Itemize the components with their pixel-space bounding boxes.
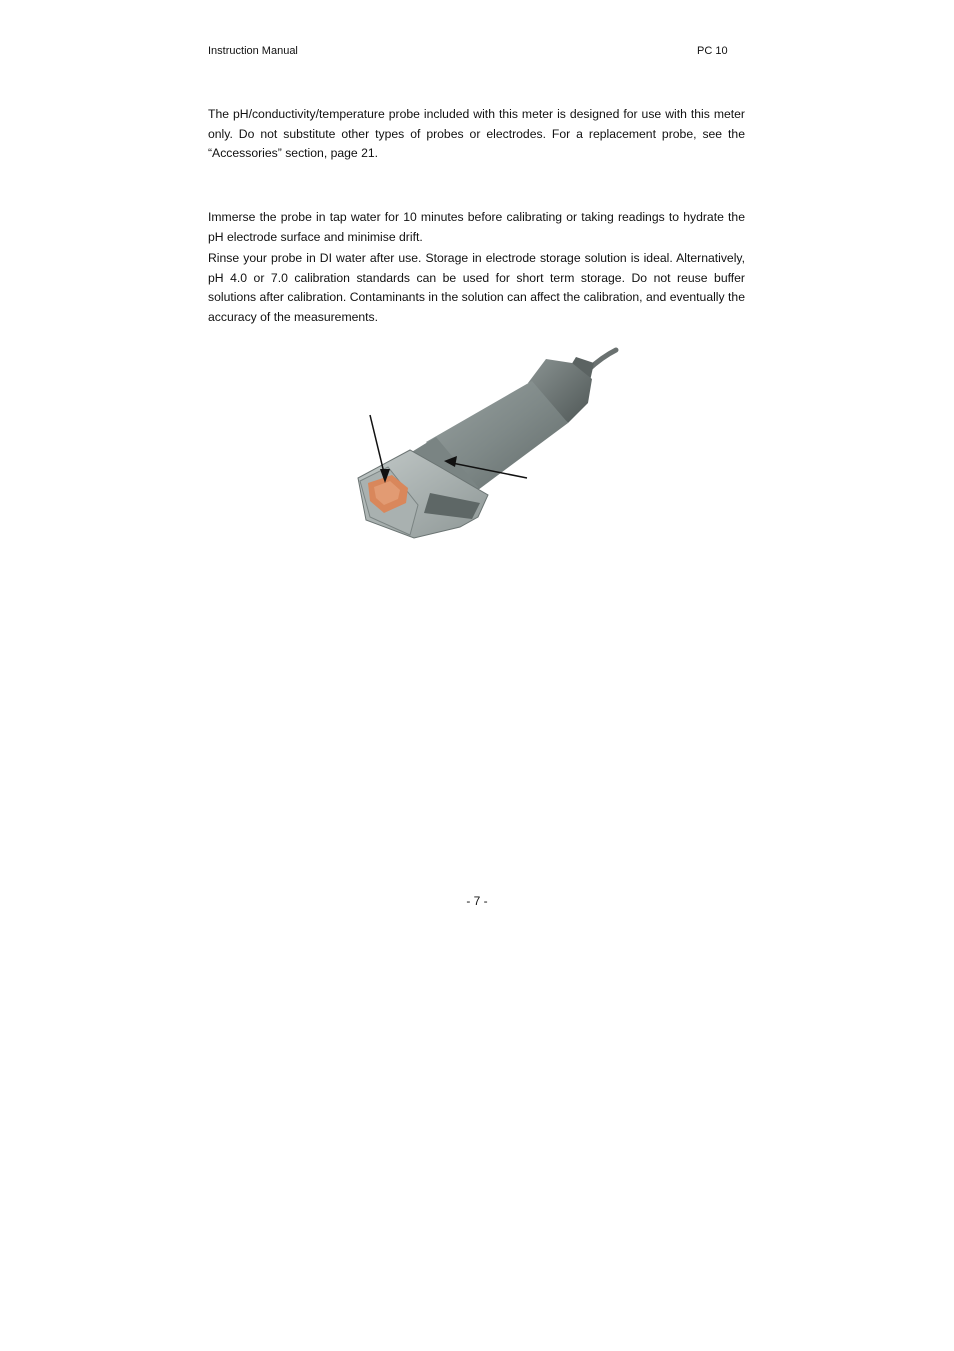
header-manual-title: Instruction Manual (208, 45, 298, 57)
page-number: - 7 - (466, 894, 488, 908)
header-model-name: PC 10 (697, 45, 728, 57)
probe-illustration (340, 345, 630, 560)
paragraph-rinse-storage: Rinse your probe in DI water after use. Storage in electrode storage solution is ideal. Alternatively, pH 4.0 or 7.0 calibration standards can be used for short term storage. Do not reuse buffer solutions after calibration. Contaminants in the solution can affect the calibration, and eventually the accuracy of the measurements. (208, 251, 745, 324)
paragraph-probe-info: The pH/conductivity/temperature probe included with this meter is designed for use with this meter only. Do not substitute other types of probes or electrodes. For a replacement probe, see the “Accessories” section, page 21. (208, 107, 745, 160)
paragraph-hydrate-probe: Immerse the probe in tap water for 10 minutes before calibrating or taking readings to hydrate the pH electrode surface and minimise drift. (208, 210, 745, 244)
